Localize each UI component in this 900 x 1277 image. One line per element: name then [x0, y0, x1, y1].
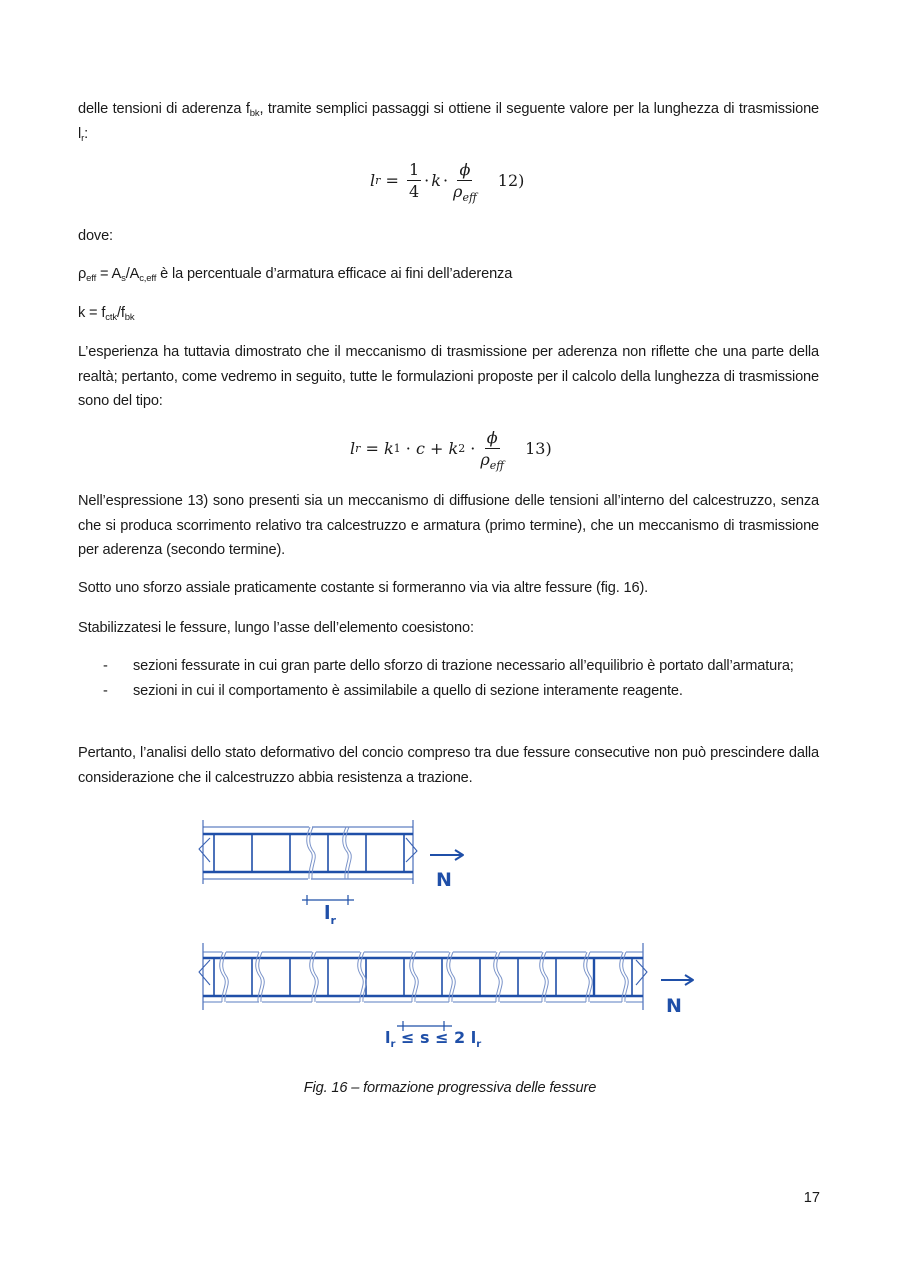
dim-symbol: l — [470, 1028, 477, 1047]
text-run: , tramite semplici passaggi si ottiene il seguente valore per la lunghezza di trasmissione l — [78, 101, 819, 142]
paragraph-stabilizzatesi: Stabilizzatesi le fessure, lungo l’asse dell’elemento coesistono: — [78, 620, 474, 636]
fraction-phi-rho — [478, 428, 506, 472]
text-run: ρ — [78, 266, 87, 282]
eq-operator: · — [400, 439, 416, 458]
text-run: delle tensioni di aderenza f — [78, 101, 250, 117]
list-item — [78, 679, 819, 704]
equation-number: 13) — [525, 439, 552, 458]
figure-caption: Fig. 16 – formazione progressiva delle fessure — [303, 1080, 597, 1096]
definition-rho-eff — [78, 262, 819, 287]
eq-symbol: ρ — [453, 182, 463, 201]
numerator: ϕ — [486, 428, 498, 447]
text-run: : — [84, 125, 89, 142]
text-run: = A — [96, 266, 122, 282]
eq-symbol: l — [370, 171, 376, 190]
eq-operator: · — [442, 171, 449, 190]
text-run: /f — [116, 305, 125, 321]
dim-subscript: r — [330, 914, 336, 927]
denominator — [478, 449, 506, 472]
paragraph-sotto: Sotto uno sforzo assiale praticamente costante si formeranno via via altre fessure (fig. 16). — [78, 580, 649, 596]
fraction-phi-rho — [451, 160, 479, 204]
paragraph-esperienza: L’esperienza ha tuttavia dimostrato che il meccanismo di trasmissione per aderenza non riflette che una parte della realtà; pertanto, come vedremo in seguito, tutte le formulazioni proposte per il calcolo della lunghezza di trasmissione sono del tipo: — [78, 344, 819, 409]
dim-subscript: r — [476, 1039, 482, 1050]
numerator: 1 — [408, 160, 420, 179]
dimension-label-bottom — [385, 1028, 481, 1050]
eq-symbol: l — [350, 439, 356, 458]
subscript: r — [81, 132, 85, 144]
equation-13: l r = k 1 · c + k 2 · $\frac{\phi}{\rho_{eff}}$ 13) — [350, 428, 552, 472]
eq-symbol: k — [383, 439, 394, 458]
paragraph-nell-espressione: Nell’espressione 13) sono presenti sia un meccanismo di diffusione delle tensioni all’interno del calcestruzzo, senza che si produca scorrimento relativo tra calcestruzzo e armatura (primo termine), che un meccanismo di trasmissione per aderenza (secondo termine). — [78, 493, 819, 558]
dim-symbol: l — [385, 1028, 391, 1047]
paragraph-dove: dove: — [78, 228, 113, 244]
paragraph-intro — [78, 97, 819, 146]
eq-operator: + — [424, 439, 449, 458]
eq-operator: · — [424, 171, 430, 190]
bottom-beam-diagram — [199, 943, 693, 1031]
dim-subscript: r — [390, 1039, 396, 1050]
eq-symbol: k — [448, 439, 459, 458]
eq-operator: · — [465, 439, 476, 458]
subscript: c,eff — [139, 273, 157, 284]
equation-12: l r = $\frac{1}{4}$ · k · $\frac{\phi}{\rho_{eff}}$ 12) — [370, 160, 525, 204]
subscript: s — [121, 273, 126, 284]
denominator — [451, 181, 479, 204]
subscript: eff — [86, 273, 97, 284]
dim-symbol: l — [324, 902, 331, 924]
dash-bullet: - — [103, 658, 108, 674]
dim-inequality: ≤ s ≤ 2 — [401, 1028, 466, 1047]
equation-number: 12) — [497, 171, 525, 190]
force-label-top: N — [436, 869, 452, 891]
eq-symbol: ρ — [480, 450, 490, 469]
bullet-list — [78, 654, 819, 703]
page-number: 17 — [803, 1190, 820, 1206]
figure-crack-formation — [195, 812, 705, 1062]
eq-operator: = — [360, 439, 384, 458]
eq-symbol: k — [431, 171, 441, 190]
fraction-one-quarter — [407, 160, 421, 201]
list-item-text: sezioni in cui il comportamento è assimilabile a quello di sezione interamente reagente. — [133, 682, 683, 699]
eq-subscript: eff — [489, 459, 505, 472]
paragraph-pertanto: Pertanto, l’analisi dello stato deformativo del concio compreso tra due fessure consecutive non può prescindere dalla considerazione che il calcestruzzo abbia resistenza a trazione. — [78, 745, 819, 786]
dash-bullet: - — [103, 682, 108, 699]
subscript: bk — [124, 312, 135, 323]
list-item — [78, 654, 819, 679]
dimension-label-top — [324, 902, 336, 927]
text-run: k = f — [78, 305, 106, 321]
list-item-text: sezioni fessurate in cui gran parte dello sforzo di trazione necessario all’equilibrio è portato dall’armatura; — [133, 658, 794, 674]
force-label-bottom: N — [666, 995, 682, 1017]
numerator: ϕ — [459, 160, 471, 179]
subscript: bk — [249, 108, 260, 119]
definition-k — [78, 301, 819, 326]
eq-operator: = — [380, 171, 404, 190]
eq-subscript: eff — [462, 191, 477, 204]
text-run: /A — [125, 266, 140, 282]
subscript: ctk — [105, 312, 117, 323]
eq-symbol: c — [415, 439, 425, 458]
denominator: 4 — [408, 182, 420, 201]
text-run: è la percentuale d’armatura efficace ai fini dell’aderenza — [156, 266, 513, 282]
top-beam-diagram — [199, 820, 463, 905]
